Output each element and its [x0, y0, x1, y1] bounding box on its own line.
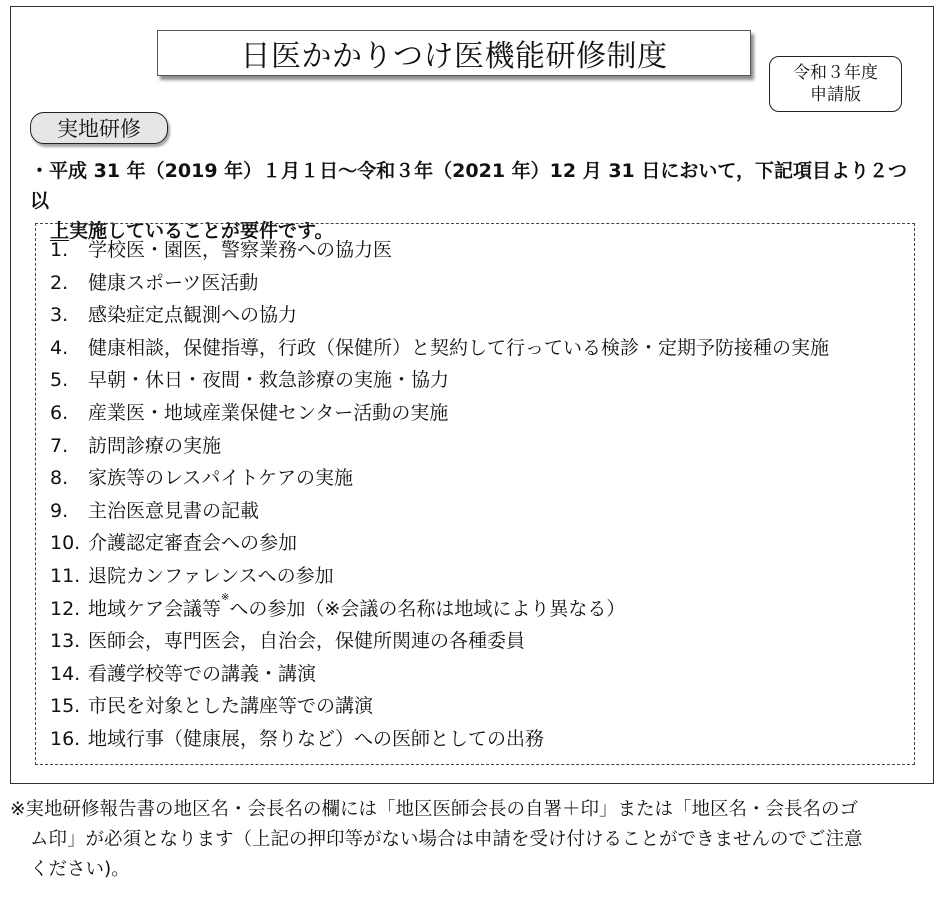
list-item-number: 11.: [50, 564, 81, 587]
list-item: [50, 527, 829, 560]
list-item: [50, 299, 829, 332]
list-item: [50, 397, 829, 430]
footer-note: [10, 795, 940, 885]
list-item-number: 2.: [50, 271, 69, 294]
footnote-marker: ※: [221, 592, 230, 604]
list-item-number: 6.: [50, 401, 69, 424]
edition-badge: [769, 56, 902, 112]
list-item-text: 介護認定審査会への参加: [88, 532, 298, 555]
list-item: [50, 462, 829, 495]
list-item-text: 早朝・休日・夜間・救急診療の実施・協力: [88, 369, 450, 392]
list-item-number: 10.: [50, 532, 81, 555]
list-item-number: 15.: [50, 695, 81, 718]
list-item-number: 13.: [50, 630, 81, 653]
list-item-text-after: への参加（※会議の名称は地域により異なる）: [229, 597, 626, 620]
list-item-number: 3.: [50, 304, 69, 327]
list-item: [50, 560, 829, 593]
list-item-text: 健康スポーツ医活動: [88, 271, 259, 294]
edition-type: 申請版: [810, 85, 861, 105]
document-title: [157, 30, 751, 76]
list-item: [50, 723, 829, 756]
activity-list: [50, 234, 829, 756]
list-item-text: 看護学校等での講義・講演: [88, 662, 317, 685]
list-item-text: 地域行事（健康展，祭りなど）への医師としての出務: [88, 727, 545, 750]
requirement-line-1: ・平成 31 年（2019 年）１月１日～令和３年（2021 年）12 月 31 日において，下記項目より２つ以: [30, 160, 908, 212]
section-label: [30, 112, 168, 144]
requirement-underlined: 上: [50, 220, 70, 242]
list-item-text-before: 地域ケア会議等: [88, 597, 222, 620]
activity-list-box: [35, 223, 915, 765]
list-item-number: 1.: [50, 239, 69, 261]
list-item-text: 感染症定点観測への協力: [88, 304, 298, 327]
list-item: [50, 267, 829, 300]
list-item-text: 学校医・園医，警察業務への協力医: [88, 239, 393, 261]
requirement-line-2-rest: 実施していることが要件です。: [69, 220, 334, 242]
list-item-text: 訪問診療の実施: [88, 434, 222, 457]
list-item-text: 医師会，専門医会，自治会，保健所関連の各種委員: [88, 630, 526, 653]
list-item-text: 産業医・地域産業保健センター活動の実施: [88, 401, 449, 424]
list-item-text: 家族等のレスパイトケアの実施: [88, 467, 354, 490]
footer-line-3: ください)。: [30, 859, 130, 880]
list-item-text: 退院カンファレンスへの参加: [88, 564, 334, 587]
list-item: [50, 332, 829, 365]
list-item: [50, 234, 829, 267]
edition-year: 令和３年度: [793, 63, 878, 83]
list-item: [50, 430, 829, 463]
list-item-text: [88, 593, 625, 626]
list-item-number: 14.: [50, 662, 81, 685]
list-item: [50, 690, 829, 723]
document-title-text: 日医かかりつけ医機能研修制度: [240, 39, 668, 74]
list-item-number: 16.: [50, 727, 81, 750]
footer-line-2: ム印」が必須となります（上記の押印等がない場合は申請を受け付けることができませんのでご注意: [30, 829, 863, 850]
section-label-text: 実地研修: [57, 117, 141, 141]
list-item-text: 主治医意見書の記載: [88, 499, 260, 522]
footer-line-1: ※実地研修報告書の地区名・会長名の欄には「地区医師会長の自署＋印」または「地区名・会長名のゴ: [10, 799, 859, 820]
list-item-number: 9.: [50, 499, 69, 522]
list-item: [50, 593, 829, 626]
list-item-number: 7.: [50, 434, 69, 457]
list-item: [50, 364, 829, 397]
list-item-number: 4.: [50, 336, 69, 359]
list-item-text: 健康相談，保健指導，行政（保健所）と契約して行っている検診・定期予防接種の実施: [88, 336, 830, 359]
list-item: [50, 495, 829, 528]
list-item-number: 12.: [50, 597, 81, 620]
list-item: [50, 625, 829, 658]
list-item-text: 市民を対象とした講座等での講演: [88, 695, 374, 718]
list-item-number: 8.: [50, 467, 69, 490]
list-item: [50, 658, 829, 691]
list-item-number: 5.: [50, 369, 69, 392]
